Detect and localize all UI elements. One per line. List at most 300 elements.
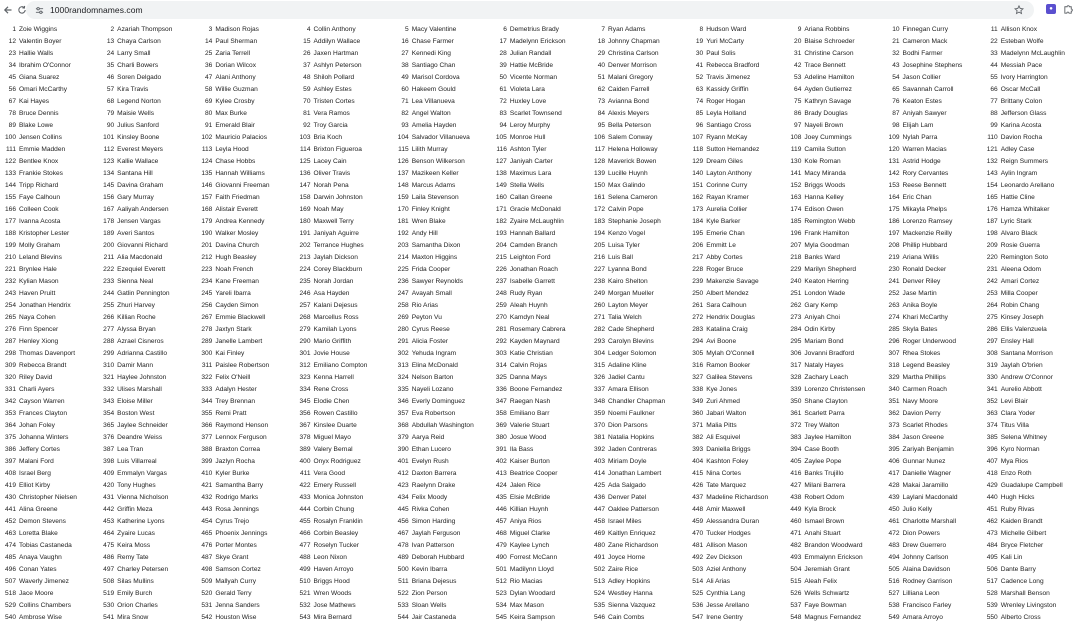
entry-name: Trey Walton — [804, 422, 840, 429]
entry-number: 125 — [299, 158, 311, 165]
entry-name: Boston West — [117, 410, 155, 417]
entry-name: Zoie Wiggins — [19, 26, 58, 33]
entry-name: Sara Calhoun — [706, 302, 747, 309]
entry-number: 208 — [888, 242, 900, 249]
entry-name: Andrea Kennedy — [215, 218, 265, 225]
entry-number: 395 — [888, 446, 900, 453]
name-entry — [0, 612, 98, 624]
name-entry — [687, 600, 785, 612]
entry-name: Aniya Rios — [509, 518, 542, 525]
entry-number: 100 — [4, 134, 16, 141]
name-entry — [785, 252, 883, 264]
entry-name: Joyce Horne — [608, 554, 646, 561]
entry-number: 215 — [495, 254, 507, 261]
name-entry — [884, 276, 982, 288]
entry-name: Allison Knox — [1000, 26, 1038, 33]
name-entry — [982, 276, 1080, 288]
entry-number: 306 — [790, 350, 802, 357]
entry-name: Cadence Long — [1000, 578, 1044, 585]
name-entry — [196, 144, 294, 156]
name-entry — [393, 420, 491, 432]
entry-number: 241 — [888, 278, 900, 285]
name-entry — [295, 528, 393, 540]
entry-number: 225 — [397, 266, 409, 273]
entry-number: 148 — [397, 182, 409, 189]
name-entry — [491, 240, 589, 252]
entry-number: 379 — [397, 434, 409, 441]
entry-name: Madelynn Erickson — [509, 38, 566, 45]
name-entry — [491, 144, 589, 156]
entry-name: Stephanie Joseph — [608, 218, 661, 225]
entry-number: 232 — [4, 278, 16, 285]
name-entry — [295, 228, 393, 240]
entry-name: Jensen Vargas — [117, 218, 161, 225]
entry-number: 273 — [790, 314, 802, 321]
name-entry — [393, 312, 491, 324]
entry-name: Emerie Chan — [706, 230, 745, 237]
name-entry — [491, 516, 589, 528]
entry-number: 368 — [397, 422, 409, 429]
entry-name: Christopher Nielsen — [19, 494, 77, 501]
entry-name: Lacey Cain — [313, 158, 347, 165]
name-entry — [982, 564, 1080, 576]
entry-number: 428 — [888, 482, 900, 489]
name-entry — [785, 492, 883, 504]
entry-number: 193 — [495, 230, 507, 237]
entry-name: Kai Finley — [215, 350, 245, 357]
name-entry — [491, 108, 589, 120]
name-entry — [491, 492, 589, 504]
entry-number: 316 — [692, 362, 704, 369]
entry-number: 526 — [790, 590, 802, 597]
entry-number: 265 — [4, 314, 16, 321]
name-entry — [687, 444, 785, 456]
name-entry — [196, 96, 294, 108]
entry-name: Calvin Pope — [608, 206, 644, 213]
entry-name: Charley Petersen — [117, 566, 169, 573]
entry-number: 101 — [103, 134, 115, 141]
entry-number: 388 — [201, 446, 213, 453]
entry-name: Kole Roman — [804, 158, 841, 165]
name-entry — [0, 216, 98, 228]
entry-number: 447 — [594, 506, 606, 513]
entry-name: Oaklee Patterson — [608, 506, 659, 513]
entry-name: Finn Spencer — [19, 326, 59, 333]
entry-name: Jonathan Hendrix — [19, 302, 71, 309]
entry-number: 124 — [201, 158, 213, 165]
name-entry — [98, 156, 196, 168]
entry-number: 392 — [594, 446, 606, 453]
name-entry — [884, 36, 982, 48]
name-entry — [196, 468, 294, 480]
name-entry — [785, 552, 883, 564]
entry-number: 442 — [103, 506, 115, 513]
entry-name: Tripp Richard — [19, 182, 59, 189]
entry-number: 139 — [594, 170, 606, 177]
entry-number: 438 — [790, 494, 802, 501]
entry-name: Roger Underwood — [902, 338, 957, 345]
entry-number: 159 — [397, 194, 409, 201]
entry-name: Darwin Johnston — [313, 194, 363, 201]
entry-number: 24 — [106, 50, 115, 57]
entry-name: Hakeem Gould — [411, 86, 456, 93]
entry-name: Caiden Farrell — [608, 86, 650, 93]
name-entry — [589, 84, 687, 96]
entry-number: 367 — [299, 422, 311, 429]
name-entry — [98, 480, 196, 492]
entry-name: Titus Villa — [1000, 422, 1029, 429]
entry-name: Ezequiel Everett — [117, 266, 166, 273]
entry-name: Lucille Huynh — [608, 170, 648, 177]
name-entry — [295, 516, 393, 528]
entry-name: Kamdyn Neal — [509, 314, 550, 321]
name-entry — [491, 324, 589, 336]
entry-number: 532 — [299, 602, 311, 609]
entry-name: Emiliano Compton — [313, 362, 368, 369]
entry-name: Tristen Cortes — [313, 98, 355, 105]
entry-number: 83 — [499, 110, 507, 117]
name-entry — [98, 48, 196, 60]
entry-number: 543 — [299, 614, 311, 621]
entry-name: Azrael Cisneros — [117, 338, 164, 345]
entry-name: Janiyah Aguirre — [313, 230, 359, 237]
name-entry — [491, 276, 589, 288]
entry-name: Zev Dickson — [706, 554, 743, 561]
entry-number: 132 — [986, 158, 998, 165]
entry-name: Davion Perry — [902, 410, 941, 417]
entry-number: 247 — [397, 290, 409, 297]
entry-name: Enzo Roth — [1000, 470, 1032, 477]
entry-number: 333 — [201, 386, 213, 393]
name-entry — [982, 204, 1080, 216]
entry-number: 45 — [8, 74, 16, 81]
name-entry — [196, 504, 294, 516]
entry-name: Maisie Wells — [117, 110, 155, 117]
entry-name: Elodie Chen — [313, 398, 350, 405]
entry-name: Kennedi King — [411, 50, 451, 57]
entry-number: 102 — [201, 134, 213, 141]
entry-name: Reese Bennett — [902, 182, 947, 189]
entry-number: 160 — [495, 194, 507, 201]
entry-number: 15 — [303, 38, 311, 45]
entry-name: Samson Cortez — [215, 566, 261, 573]
entry-number: 399 — [201, 458, 213, 465]
entry-number: 230 — [888, 266, 900, 273]
entry-name: Chase Farmer — [411, 38, 454, 45]
name-entry — [589, 72, 687, 84]
name-entry — [884, 360, 982, 372]
site-info-button[interactable] — [32, 3, 46, 17]
entry-name: Molly Graham — [19, 242, 61, 249]
entry-number: 390 — [397, 446, 409, 453]
entry-number: 186 — [888, 218, 900, 225]
name-entry — [98, 60, 196, 72]
name-entry — [196, 348, 294, 360]
entry-number: 58 — [205, 86, 213, 93]
entry-name: Ila Bass — [509, 446, 534, 453]
entry-number: 60 — [401, 86, 409, 93]
entry-name: Eva Robertson — [411, 410, 456, 417]
entry-number: 165 — [986, 194, 998, 201]
entry-name: Zion Person — [411, 590, 448, 597]
entry-number: 266 — [103, 314, 115, 321]
address-bar[interactable] — [26, 1, 1034, 19]
entry-number: 536 — [692, 602, 704, 609]
entry-number: 235 — [299, 278, 311, 285]
name-entry — [491, 180, 589, 192]
entry-number: 527 — [888, 590, 900, 597]
name-entry — [393, 540, 491, 552]
entry-number: 33 — [990, 50, 998, 57]
entry-number: 322 — [201, 374, 213, 381]
entry-number: 76 — [892, 98, 900, 105]
entry-number: 130 — [790, 158, 802, 165]
entry-name: Layton Meyer — [608, 302, 648, 309]
entry-name: Hallie Walls — [19, 50, 54, 57]
entry-name: Roselyn Tucker — [313, 542, 359, 549]
bookmark-button[interactable] — [1012, 3, 1026, 17]
entry-number: 430 — [4, 494, 16, 501]
entry-number: 449 — [790, 506, 802, 513]
entry-name: Yehuda Ingram — [411, 350, 457, 357]
entry-number: 49 — [401, 74, 409, 81]
name-entry — [982, 156, 1080, 168]
browser-toolbar — [0, 0, 1080, 20]
name-entry — [785, 576, 883, 588]
name-entry — [589, 216, 687, 228]
name-entry — [785, 300, 883, 312]
entry-number: 179 — [201, 218, 213, 225]
entry-number: 330 — [986, 374, 998, 381]
name-entry — [393, 156, 491, 168]
entry-name: Kali Lin — [1000, 554, 1023, 561]
name-entry — [98, 600, 196, 612]
name-entry — [196, 444, 294, 456]
entry-name: Collins Chambers — [19, 602, 72, 609]
entry-name: Bria Koch — [313, 134, 343, 141]
entry-name: Laila Stevenson — [411, 194, 459, 201]
entry-number: 280 — [397, 326, 409, 333]
url-text[interactable]: 1000randomnames.com — [50, 5, 143, 15]
entry-number: 310 — [103, 362, 115, 369]
entry-number: 297 — [986, 338, 998, 345]
name-entry — [0, 132, 98, 144]
entry-name: Galilea Stevens — [706, 374, 753, 381]
name-entry — [982, 72, 1080, 84]
name-entry — [687, 348, 785, 360]
name-entry — [98, 36, 196, 48]
entry-name: Monica Johnston — [313, 494, 364, 501]
entry-name: Rodrigo Marks — [215, 494, 259, 501]
entry-name: Max Mason — [509, 602, 544, 609]
entry-number: 122 — [4, 158, 16, 165]
entry-name: Mira Bernard — [313, 614, 352, 621]
entry-name: Brixton Figueroa — [313, 146, 362, 153]
name-entry — [982, 612, 1080, 624]
entry-number: 493 — [790, 554, 802, 561]
name-entry — [884, 492, 982, 504]
entry-name: Evelyn Rush — [411, 458, 449, 465]
name-entry — [0, 60, 98, 72]
entry-number: 86 — [794, 110, 802, 117]
entry-number: 396 — [986, 446, 998, 453]
entry-number: 205 — [594, 242, 606, 249]
name-entry — [98, 180, 196, 192]
entry-name: Wren Woods — [313, 590, 352, 597]
entry-number: 255 — [103, 302, 115, 309]
name-entry — [0, 540, 98, 552]
entry-number: 472 — [888, 530, 900, 537]
name-entry — [687, 468, 785, 480]
entry-name: Alaina Davidson — [902, 566, 951, 573]
entry-number: 117 — [594, 146, 606, 153]
entry-number: 135 — [201, 170, 213, 177]
name-entry — [98, 264, 196, 276]
name-entry — [982, 180, 1080, 192]
entry-number: 226 — [495, 266, 507, 273]
entry-number: 514 — [692, 578, 704, 585]
name-entry — [884, 204, 982, 216]
entry-number: 84 — [597, 110, 606, 117]
name-entry — [687, 540, 785, 552]
entry-name: Emery Russell — [313, 482, 357, 489]
entry-number: 164 — [888, 194, 900, 201]
name-entry — [196, 204, 294, 216]
entry-name: Brady Douglas — [804, 110, 848, 117]
name-entry — [491, 168, 589, 180]
name-entry — [589, 336, 687, 348]
entry-name: Laylani Macdonald — [902, 494, 958, 501]
entry-name: Jensen Collins — [19, 134, 62, 141]
entry-number: 360 — [692, 410, 704, 417]
entry-number: 469 — [594, 530, 606, 537]
entry-number: 373 — [888, 422, 900, 429]
entry-number: 189 — [103, 230, 115, 237]
entry-number: 417 — [888, 470, 900, 477]
entry-number: 213 — [299, 254, 311, 261]
entry-number: 246 — [299, 290, 311, 297]
entry-number: 143 — [986, 170, 998, 177]
name-entry — [393, 516, 491, 528]
entry-name: Faye Bowman — [804, 602, 847, 609]
name-entry — [98, 504, 196, 516]
name-entry — [589, 228, 687, 240]
entry-name: Julio Kelly — [902, 506, 933, 513]
entry-number: 28 — [499, 50, 507, 57]
name-entry — [982, 540, 1080, 552]
name-entry — [491, 216, 589, 228]
entry-name: Alberto Cross — [1000, 614, 1041, 621]
entry-name: Norah Jordan — [313, 278, 354, 285]
name-entry — [491, 252, 589, 264]
name-entry — [295, 552, 393, 564]
entry-number: 406 — [888, 458, 900, 465]
entry-name: Tucker Hodges — [706, 530, 751, 537]
entry-number: 403 — [594, 458, 606, 465]
entry-number: 203 — [397, 242, 409, 249]
entry-name: Porter Montes — [215, 542, 257, 549]
entry-number: 464 — [103, 530, 115, 537]
name-entry — [687, 60, 785, 72]
entry-number: 85 — [695, 110, 704, 117]
name-entry — [785, 288, 883, 300]
entry-name: Josue Wood — [509, 434, 547, 441]
name-entry — [785, 132, 883, 144]
entry-name: Kenna Harrell — [313, 374, 354, 381]
entry-number: 320 — [4, 374, 16, 381]
name-entry — [785, 348, 883, 360]
entry-number: 511 — [398, 578, 409, 585]
name-entry — [884, 108, 982, 120]
entry-name: Jaxen Hartman — [313, 50, 359, 57]
name-entry — [295, 276, 393, 288]
entry-name: Kaiser Burton — [509, 458, 550, 465]
entry-number: 3 — [208, 26, 213, 33]
name-entry — [393, 528, 491, 540]
entry-number: 161 — [594, 194, 606, 201]
entry-number: 204 — [495, 242, 507, 249]
entry-number: 315 — [594, 362, 606, 369]
entry-name: Zhuri Harvey — [117, 302, 155, 309]
entry-number: 46 — [106, 74, 115, 81]
entry-number: 462 — [986, 518, 998, 525]
entry-number: 152 — [790, 182, 802, 189]
entry-number: 550 — [986, 614, 998, 621]
name-entry — [196, 420, 294, 432]
entry-number: 183 — [594, 218, 606, 225]
entry-name: Leighton Ford — [509, 254, 551, 261]
entry-name: Lea Villanueva — [411, 98, 455, 105]
name-entry — [884, 180, 982, 192]
name-entry — [589, 132, 687, 144]
entry-name: Zyaire Lucas — [117, 530, 155, 537]
name-entry — [589, 528, 687, 540]
name-entry — [295, 360, 393, 372]
name-entry — [295, 444, 393, 456]
name-entry — [982, 240, 1080, 252]
entry-name: Kye Jones — [706, 386, 737, 393]
entry-name: Clara Yoder — [1000, 410, 1036, 417]
entry-number: 181 — [397, 218, 409, 225]
name-entry — [687, 156, 785, 168]
entry-name: Raymond Henson — [215, 422, 269, 429]
entry-number: 145 — [103, 182, 115, 189]
entry-number: 109 — [888, 134, 900, 141]
entry-name: Conan Yates — [19, 566, 57, 573]
entry-name: Nelson Barton — [411, 374, 454, 381]
entry-number: 270 — [495, 314, 507, 321]
extension-button[interactable] — [1046, 4, 1056, 14]
entry-number: 301 — [299, 350, 311, 357]
name-entry — [393, 588, 491, 600]
entry-name: Nylah Parra — [902, 134, 938, 141]
extensions-menu-button[interactable] — [1062, 3, 1074, 15]
entry-name: Denver Riley — [902, 278, 941, 285]
name-entry — [982, 36, 1080, 48]
entry-name: Jace Moore — [19, 590, 54, 597]
name-entry — [982, 252, 1080, 264]
entry-name: Ethan Lucero — [411, 446, 451, 453]
entry-name: Brandon Woodward — [804, 542, 863, 549]
name-entry — [785, 312, 883, 324]
name-entry — [687, 552, 785, 564]
entry-name: Cayson Warren — [19, 398, 65, 405]
name-entry — [589, 492, 687, 504]
name-entry — [393, 144, 491, 156]
entry-name: Dorian Wilcox — [215, 62, 257, 69]
entry-name: Averi Santos — [117, 230, 155, 237]
entry-number: 43 — [892, 62, 900, 69]
